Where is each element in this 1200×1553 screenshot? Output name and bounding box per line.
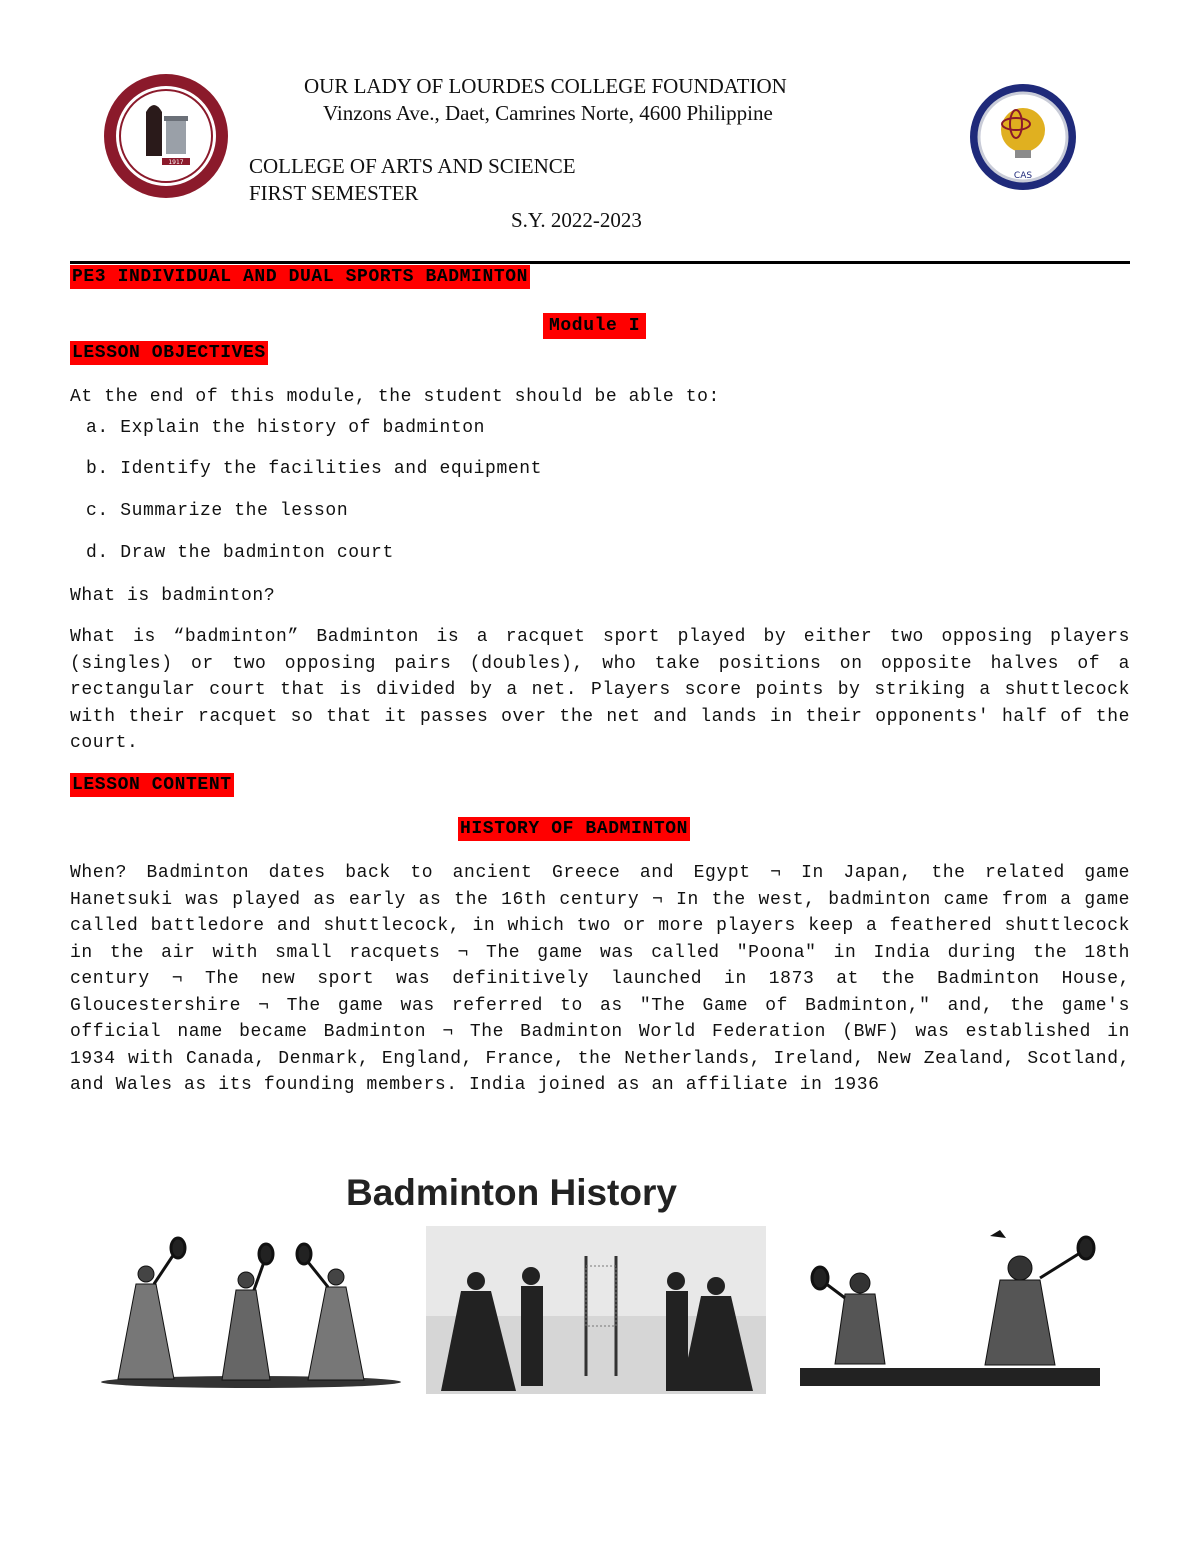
what-is-paragraph: What is “badminton” Badminton is a racquet sport played by either two opposing players (singles) or two opposing pairs (doubles), who take positions on opposite halves of a rectangular court that is divided by a net. Players score points by striking a shuttlecock with their racquet so that it passes over the net and lands in their opponents' half of the court. xyxy=(70,627,1130,753)
college-seal-logo xyxy=(102,72,230,200)
college-name: COLLEGE OF ARTS AND SCIENCE xyxy=(249,154,576,178)
cas-logo xyxy=(968,80,1078,195)
objective-item: c. Summarize the lesson xyxy=(86,501,349,521)
lesson-content-heading: LESSON CONTENT xyxy=(72,775,232,795)
badminton-history-figure-title: Badminton History xyxy=(346,1172,677,1213)
objectives-intro: At the end of this module, the student should be able to: xyxy=(70,387,720,407)
objective-item: a. Explain the history of badminton xyxy=(86,418,486,438)
couples-net-illustration xyxy=(426,1226,766,1394)
men-playing-illustration xyxy=(800,1228,1120,1390)
module-label: Module I xyxy=(543,316,646,336)
women-playing-illustration xyxy=(96,1232,406,1392)
objective-item: b. Identify the facilities and equipment xyxy=(86,459,543,479)
header-rule xyxy=(70,261,1130,264)
cas-logo-text: CAS xyxy=(1013,171,1033,181)
semester-label: FIRST SEMESTER xyxy=(249,181,419,205)
history-paragraph: When? Badminton dates back to ancient Greece and Egypt ¬ In Japan, the related game Hanetsuki was played as early as the 16th century ¬ In the west, badminton came from a game called battledore and shuttlecock, in which two or more players keep a feathered shuttlecock in the air with small racquets ¬ The game was called "Poona" in India during the 18th century ¬ The new sport was definitively launched in 1873 at the Badminton House, Gloucestershire ¬ The game was referred to as "The Game of Badminton," and, the game's official name became Badminton ¬ The Badminton World Federation (BWF) was established in 1934 with Canada, Denmark, England, France, the Netherlands, Ireland, New Zealand, Scotland, and Wales as its founding members. India joined as an affiliate in 1936 xyxy=(70,863,1130,1095)
institution-name: OUR LADY OF LOURDES COLLEGE FOUNDATION xyxy=(304,74,787,98)
course-title: PE3 INDIVIDUAL AND DUAL SPORTS BADMINTON xyxy=(72,267,529,287)
school-year: S.Y. 2022-2023 xyxy=(511,208,642,232)
objective-item: d. Draw the badminton court xyxy=(86,543,394,563)
history-heading: HISTORY OF BADMINTON xyxy=(460,819,689,839)
seal-year-text: 1917 xyxy=(168,159,184,166)
what-is-question: What is badminton? xyxy=(70,586,276,606)
institution-address: Vinzons Ave., Daet, Camrines Norte, 4600 Philippine xyxy=(323,101,773,125)
objectives-heading: LESSON OBJECTIVES xyxy=(72,343,266,363)
